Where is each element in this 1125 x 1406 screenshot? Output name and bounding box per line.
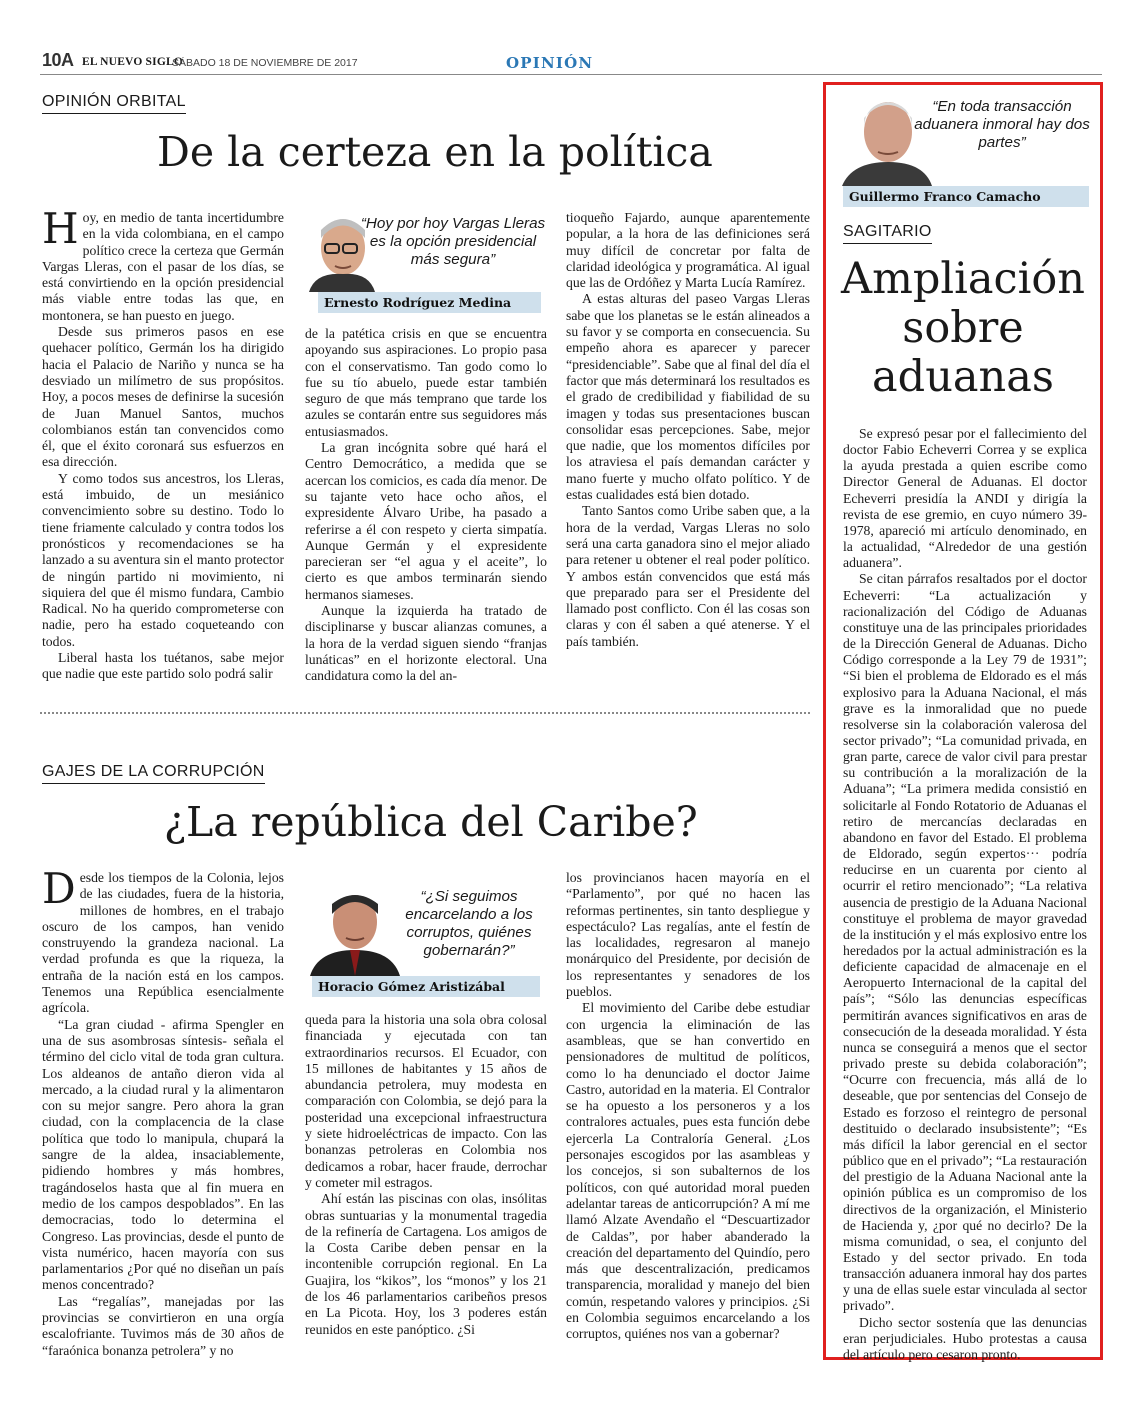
kicker-sagitario: SAGITARIO	[843, 222, 932, 244]
author-photo-horacio	[310, 884, 400, 976]
pull-quote-ernesto: “Hoy por hoy Vargas Lleras es la opción presidencial más segura”	[360, 215, 546, 268]
article2-lead-text: esde los tiempos de la Colonia, lejos de las ciudades, fuera de la historia, millones de hombres, en el trabajo oscuro de los campos, han venido construyendo la grandeza nacional. La verdad profunda es que la riqueza, la entraña de la nación está en los campos. Tenemos una República esencialmente agrícola.	[42, 870, 284, 1016]
article1-paragraph	[42, 204, 284, 324]
headline-line: Ampliación	[841, 254, 1085, 304]
kicker-gajes-corrupcion: GAJES DE LA CORRUPCIÓN	[42, 762, 265, 784]
article1-column-1	[42, 204, 284, 682]
issue-date: SÁBADO 18 DE NOVIEMBRE DE 2017	[172, 57, 358, 69]
article2-paragraph: Las “regalías”, manejadas por las provincias se convirtieron en una orgía escalofriante. Tuvimos más de 30 años de “faraónica bonanza petrolera” y no	[42, 1293, 284, 1358]
article1-column-2	[305, 326, 547, 684]
article2-paragraph: El movimiento del Caribe debe estudiar con urgencia la eliminación de las asambleas, que se han convertido en pensionadores de multitud de políticos, como lo ha denunciado el doctor Jaime Castro, autoridad en la materia. El Contralor se ha opuesto a los personeros y a los contralores actuales, pues esta función debe ejercerla La Contraloría General. ¿Los personajes escogidos por las asambleas y los concejos, si son subalternos de los políticos, con qué autoridad moral pueden adelantar tareas de anticorrupción? A mí me llamó Alzate Avendaño el “Descuartizador de Caldas”, por haber abanderado la creación del departamento del Quindío, pero más que descentralización, predicamos transparencia, moralidad y manejo del bien común, respetando valores y principios. ¿Si en Colombia seguimos encarcelando a los corruptos, quiénes nos van a gobernar?	[566, 1000, 810, 1342]
section-divider	[40, 712, 810, 714]
page-number: 10A	[42, 50, 74, 70]
article1-lead-text: oy, en medio de tanta incertidumbre en la vida colombiana, en el campo político crece la certeza que Germán Vargas Lleras, con el pasar de los días, se está convirtiendo en la opción presidencial más viable entre todas las que, en montonera, se han puesto en juego.	[42, 210, 284, 323]
header-rule	[40, 74, 1102, 75]
pull-quote-guillermo: “En toda transacción aduanera inmoral hay dos partes”	[914, 98, 1090, 151]
portrait-icon	[310, 884, 400, 976]
kicker-opinion-orbital: OPINIÓN ORBITAL	[42, 92, 186, 114]
article3-paragraph: Se citan párrafos resaltados por el doctor Echeverri: “La actualización y racionalización del Código de Aduanas constituye una de las principales prioridades de la Dirección General de Aduanas. Dicho Código corresponde a la Ley 79 de 1931”; “Si bien el problema de Eldorado es el más explosivo para la Aduana Nacional, el más grave es la inmoralidad que no puede resolverse sin la colaboración valerosa del sector privado”; “La comunidad privada, en gran parte, carece de valor civil para prestar su contribución a la moralización de la Aduana”; “La primera medida consistió en solicitarle al Fondo Rotatorio de Aduanas el retiro de mercancías declaradas en abandono en favor del Estado. El problema de Eldorado, según expertos··· podría reducirse en un cuarenta por ciento al ocurrir el retiro mencionado”; “La relativa ausencia de prestigio de la Aduana Nacional constituye el problema de mayor gravedad de la institución y el más explosivo entre los heredados por la actual administración es la deficiente capacidad de almacenaje en el Aeropuerto Internacional de la capital del país”; “Sólo las denuncias específicas permitirán avances significativos en aras de consecución de la deseada moralidad. Y ésta nunca se conseguirá a menos que el sector privado preste su debida colaboración”; “Ocurre con frecuencia, más allá de lo deseable, que por sentencias del Consejo de Estado es forzoso el reintegro de personal destituido o declarado insubsistente”; “Es más difícil la labor gerencial en el sector público que en el privado”; “La restauración del prestigio de la Aduana Nacional ante la opinión pública es un compromiso de los directivos de la organización, el Ministerio de Hacienda y, ¿por qué no decirlo? De la misma comunidad, o sea, el conjunto del Estado y del sector privado. En toda transacción aduanera inmoral hay dos partes y una de ellas suele estar vinculada al sector privado”.	[843, 571, 1087, 1314]
article1-paragraph: A estas alturas del paseo Vargas Lleras sabe que los planetas se le están alineados a su favor y se comporta en consecuencia. Su empeño ahora es aparecer y parecer “presidenciable”. Sabe que al final del día el factor que más determinará los resultados es el grado de credibilidad y fiabilidad de su imagen y todas sus presentaciones buscan consolidar esas percepciones. Sabe, mejor que nadie, que los momentos difíciles por los atraviesa el país demandan carácter y mano fuerte y mucho olfato político. Y de estas cualidades está bien dotado.	[566, 291, 810, 503]
author-name-ernesto: Ernesto Rodríguez Medina	[318, 292, 541, 313]
article3-paragraph: Se expresó pesar por el fallecimiento del doctor Fabio Echeverri Correa y se explica la ayuda prestada a quien escribe como Director General de Aduanas. El doctor Echeverri presidía la ANDI y dirigía la revista de ese gremio, en cuyo número 39-1978, apareció mi artículo denominado, en la actualidad, “Alrededor de una gestión aduanera”.	[843, 426, 1087, 571]
article3-body	[843, 426, 1087, 1362]
article1-paragraph: Desde sus primeros pasos en ese quehacer político, Germán los ha dirigido hacia el Palacio de Nariño y nunca se ha desviado un milímetro de sus propósitos. Hoy, a pocos meses de definirse la sucesión de Juan Manuel Santos, muchos colombianos están tan convencidos como él, que el éxito coronará sus esfuerzos en esa dirección.	[42, 324, 284, 470]
headline-line: aduanas	[872, 352, 1054, 402]
pull-quote-horacio: “¿Si seguimos encarcelando a los corruptos, quiénes gobernarán?”	[405, 888, 533, 959]
article2-paragraph: Ahí están las piscinas con olas, insólitas obras suntuarias y la monumental tragedia de la refinería de Cartagena. Los amigos de la Costa Caribe deben pensar en la incontenible corrupción regional. En La Guajira, los “kikos”, los “monos” y los 21 de los 46 parlamentarios caribeños presos en La Picota. Hoy, los 3 poderes están reunidos en este panóptico. ¿Si	[305, 1191, 547, 1337]
article2-column-3	[566, 870, 810, 1350]
drop-cap: D	[42, 864, 76, 913]
article1-paragraph: Aunque la izquierda ha tratado de disciplinarse y buscar alianzas comunes, a la hora de la verdad siguen siendo “franjas lunáticas” en el horizonte electoral. Una candidatura como la del an-	[305, 603, 547, 684]
article1-paragraph: Tanto Santos como Uribe saben que, a la hora de la verdad, Vargas Lleras no solo será una carta ganadora sino el mejor aliado para retener u obtener el real poder político. Y ambos están convencidos que está más que preparado para ser el Presidente del llamado post conflicto. Con él las cosas son claras y con él saben a qué atenerse. Y el país también.	[566, 503, 810, 649]
article1-paragraph: de la patética crisis en que se encuentra apoyando sus aspiraciones. Lo propio pasa con el conservatismo. Tan godo como lo fue su tío abuelo, puede estar también seguro de que más temprano que tarde los azules se contarán entre sus seguidores más entusiasmados.	[305, 326, 547, 439]
author-name-horacio: Horacio Gómez Aristizábal	[312, 976, 540, 997]
article1-paragraph: Y como todos sus ancestros, los Lleras, está imbuido, de un mesiánico convencimiento sobre su destino. Todo lo tiene friamente calculado y contra todos los pronósticos y recomendaciones se ha lanzado a su aventura sin el manto protector de ningún partido ni movimiento, ni siquiera del que él mismo fundara, Cambio Radical. No ha querido comprometerse con nadie, pero ha estado coqueteando con todos.	[42, 470, 284, 649]
author-name-guillermo: Guillermo Franco Camacho	[843, 186, 1089, 207]
headline-line: sobre	[902, 303, 1024, 353]
article1-paragraph: Liberal hasta los tuétanos, sabe mejor que nadie que este partido solo podrá salir	[42, 650, 284, 682]
article2-column-2	[305, 1012, 547, 1350]
article2-paragraph: los provincianos hacen mayoría en el “Parlamento”, por qué no hacen las reformas pertinentes, sin tanto despliegue y espectáculo? Las regalías, ante el festín de las localidades, regresaron al manejo monárquico del Presidente, por decisión de los representantes y senadores de los pueblos.	[566, 870, 810, 1000]
headline-republica-caribe: ¿La república del Caribe?	[164, 798, 698, 846]
drop-cap: H	[42, 204, 79, 253]
article2-paragraph: “La gran ciudad - afirma Spengler en una de sus asombrosas síntesis- señala el término del ciclo vital de toda gran cultura. Los aldeanos de antaño dieron vida al mercado, a la ciudad rural y la alimentaron con su mejor sangre. Pero ahora la gran ciudad, con la complacencia de la clase política que todo lo manipula, chupará la sangre de la aldea, insaciablemente, pidiendo hombres y más hombres, tragándoselos hasta que al fin muera en medio de los campos despoblados”. En las democracias, todo lo determina el Congreso. Las provincias, desde el punto de vista numérico, hacen mayoría con sus parlamentarios ¿Por qué no diseñan un país menos concentrado?	[42, 1016, 284, 1293]
article1-column-3	[566, 210, 810, 680]
headline-ampliacion-aduanas	[830, 255, 1096, 402]
article2-column-1	[42, 864, 284, 1358]
article3-paragraph: Dicho sector sostenía que las denuncias eran perjudiciales. Hubo protestas a causa del artículo pero cesaron pronto.	[843, 1314, 1087, 1362]
article2-paragraph	[42, 864, 284, 1017]
section-name: OPINIÓN	[506, 54, 594, 72]
article1-paragraph: tioqueño Fajardo, aunque aparentemente popular, a la hora de las definiciones será muy difícil de concretar por falta de claridad ideológica y programática. Al igual que las de Ordóñez y Marta Lucía Ramírez.	[566, 210, 810, 291]
article1-paragraph: La gran incógnita sobre qué hará el Centro Democrático, a medida que se acercan los comicios, es cada día menor. De su tajante veto hace ocho años, el expresidente Álvaro Uribe, ha pasado a referirse a él con respeto y cierta simpatía. Aunque Germán y el expresidente parecieran ser “el agua y el aceite”, lo cierto es que ambos terminarán siendo hermanos siameses.	[305, 440, 547, 602]
newspaper-name: EL NUEVO SIGLO	[82, 56, 183, 68]
article2-paragraph: queda para la historia una sola obra colosal financiada y ejecutada con tan extraordinarios recursos. El Ecuador, con 15 millones de habitantes y 15 años de abundancia petrolera, muy modesta en comparación con Colombia, se dejó para la posteridad una excepcional infraestructura y siete hidroeléctricas de impacto. Con las bonanzas petroleras en Colombia nos dedicamos a robar, hacer fraude, derrochar y cometer mil estragos.	[305, 1012, 547, 1190]
headline-certeza: De la certeza en la política	[157, 128, 713, 176]
